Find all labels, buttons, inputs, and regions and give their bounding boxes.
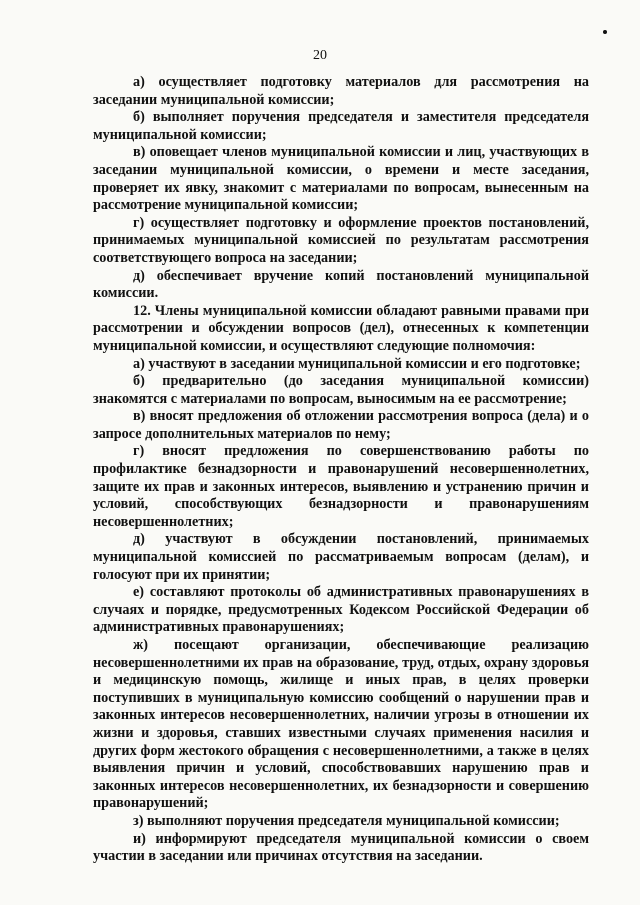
paragraph-zh-members: ж) посещают организации, обеспечивающие реализацию несовершеннолетними их прав на образование, труд, отдых, охрану здоровья и медицинскую помощь, жилище и иных прав, в целях проверки поступивших в муниципальную комиссию сообщений о нарушении прав и законных интересов несовершеннолетних, наличии угрозы в отношении их жизни и здоровья, ставших известными случаях применения насилия и других форм жестокого обращения с несовершеннолетними, а также в целях выявления причин и условий, способствовавших нарушению прав и законных интересов несовершеннолетних, их безнадзорности и совершению правонарушений; xyxy=(93,637,589,812)
paragraph-d-secretary: д) обеспечивает вручение копий постановлений муниципальной комиссии. xyxy=(93,267,589,302)
paragraph-b-members: б) предварительно (до заседания муниципальной комиссии) знакомятся с материалами по вопросам, выносимым на ее рассмотрение; xyxy=(93,373,589,407)
paragraph-z-members: з) выполняют поручения председателя муниципальной комиссии; xyxy=(133,812,560,829)
paragraph-v-members: в) вносят предложения об отложении рассмотрения вопроса (дела) и о запросе дополнительных материалов по нему; xyxy=(93,408,589,442)
paragraph-e-members: е) составляют протоколы об административных правонарушениях в случаях и порядке, предусмотренных Кодексом Российской Федерации об административных правонарушениях; xyxy=(93,584,589,636)
paragraph-a-secretary: а) осуществляет подготовку материалов для рассмотрения на заседании муниципальной комиссии; xyxy=(93,74,589,108)
paragraph-d-members: д) участвуют в обсуждении постановлений, принимаемых муниципальной комиссией по рассматриваемым вопросам (делам), и голосуют при их принятии; xyxy=(93,531,589,583)
paragraph-b-secretary: б) выполняет поручения председателя и заместителя председателя муниципальной комиссии; xyxy=(93,109,589,143)
page-number: 20 xyxy=(313,48,327,63)
paragraph-g-members: г) вносят предложения по совершенствованию работы по профилактике безнадзорности и правонарушений несовершеннолетних, защите их прав и законных интересов, выявлению и устранению причин и условий, способствующих безнадзорности и правонарушениям несовершеннолетних; xyxy=(93,443,589,530)
paragraph-v-secretary: в) оповещает членов муниципальной комиссии и лиц, участвующих в заседании муниципальной комиссии, о времени и месте заседания, проверяет их явку, знакомит с материалами по вопросам, вынесенным на рассмотрение муниципальной комиссии; xyxy=(93,144,589,214)
paragraph-i-members: и) информируют председателя муниципальной комиссии о своем участии в заседании или причинах отсутствия на заседании. xyxy=(93,830,589,865)
scan-dot-mark xyxy=(603,30,607,34)
paragraph-g-secretary: г) осуществляет подготовку и оформление проектов постановлений, принимаемых муниципальной комиссией по результатам рассмотрения соответствующего вопроса на заседании; xyxy=(93,214,589,266)
paragraph-a-members: а) участвуют в заседании муниципальной комиссии и его подготовке; xyxy=(133,355,581,372)
paragraph-12-members: 12. Члены муниципальной комиссии обладают равными правами при рассмотрении и обсуждении вопросов (дел), отнесенных к компетенции муниципальной комиссии, и осуществляют следующие полномочия: xyxy=(93,302,589,354)
document-body xyxy=(93,74,589,866)
